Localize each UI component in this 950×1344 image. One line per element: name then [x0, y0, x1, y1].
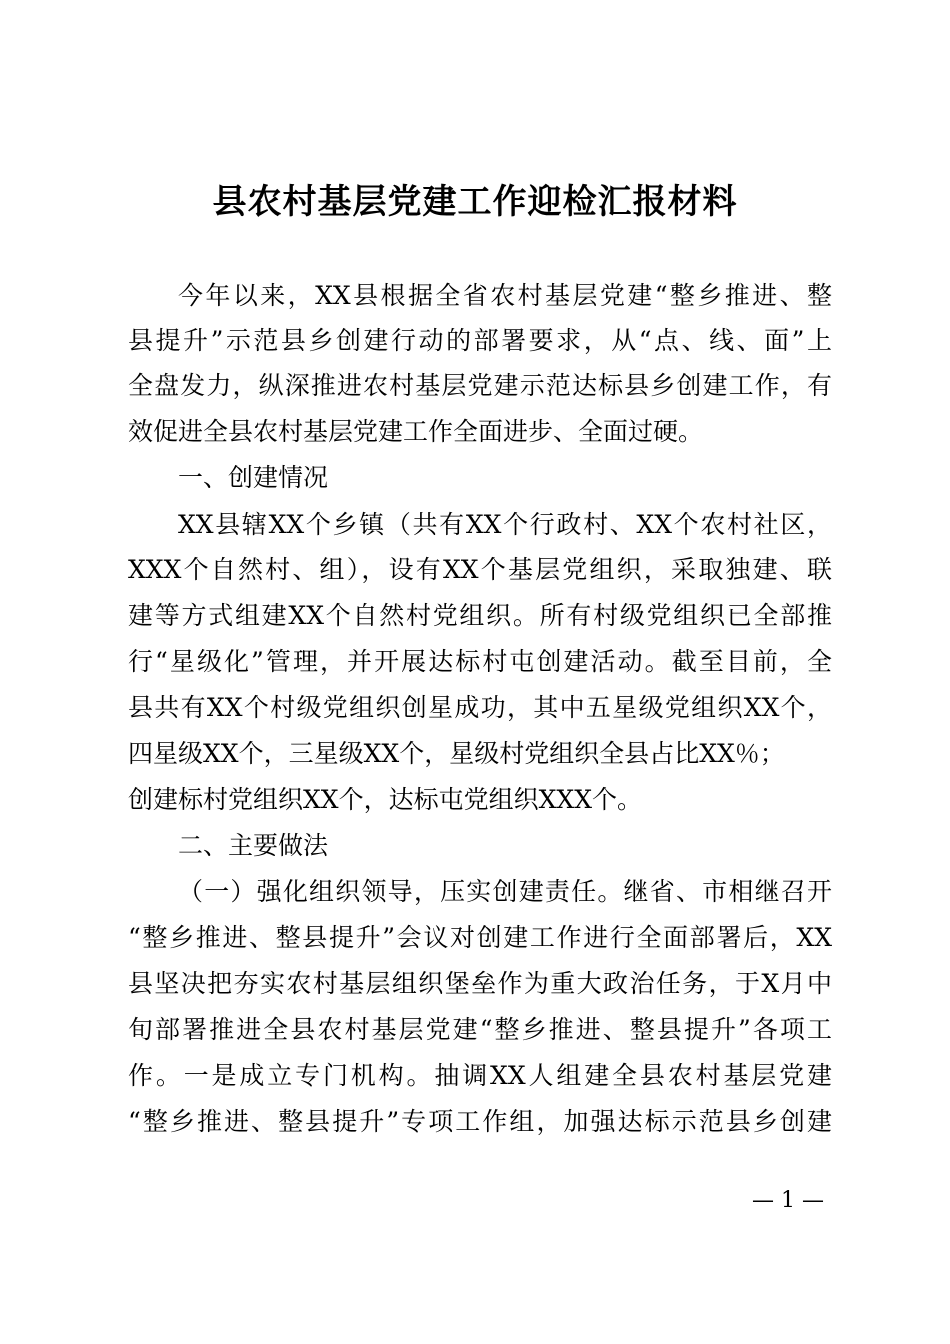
- section1-line-6: 四星级XX个，三星级XX个，星级村党组织全县占比XX％；: [128, 739, 785, 768]
- section2-line-3: 县坚决把夯实农村基层组织堡垒作为重大政治任务，于X月中: [128, 969, 832, 998]
- section1-line-2: XXX个自然村、组），设有XX个基层党组织，采取独建、联: [128, 555, 832, 584]
- section2-heading: 二、主要做法: [178, 831, 329, 860]
- section1-line-5: 县共有XX个村级党组织创星成功，其中五星级党组织XX个，: [128, 693, 832, 722]
- page-number: — 1 —: [752, 1188, 824, 1213]
- section2-line-2: “整乡推进、整县提升”会议对创建工作进行全面部署后，XX: [128, 923, 832, 952]
- section1-heading: 一、创建情况: [178, 463, 329, 492]
- section2-line-4: 旬部署推进全县农村基层党建“整乡推进、整县提升”各项工: [128, 1015, 832, 1044]
- section2-line-1: （一）强化组织领导，压实创建责任。继省、市相继召开: [178, 877, 832, 906]
- intro-line-4: 效促进全县农村基层党建工作全面进步、全面过硬。: [128, 417, 704, 446]
- section1-line-1: XX县辖XX个乡镇（共有XX个行政村、XX个农村社区，: [178, 510, 832, 539]
- section1-line-3: 建等方式组建XX个自然村党组织。所有村级党组织已全部推: [128, 601, 832, 630]
- intro-line-2: 县提升”示范县乡创建行动的部署要求，从“点、线、面”上: [128, 326, 832, 355]
- section1-line-7: 创建标村党组织XX个，达标屯党组织XXX个。: [128, 785, 642, 814]
- intro-line-3: 全盘发力，纵深推进农村基层党建示范达标县乡创建工作，有: [128, 371, 832, 400]
- section1-line-4: 行“星级化”管理，并开展达标村屯创建活动。截至目前，全: [128, 647, 832, 676]
- document-title: 县农村基层党建工作迎检汇报材料: [212, 182, 738, 222]
- section2-line-5: 作。一是成立专门机构。抽调XX人组建全县农村基层党建: [128, 1061, 832, 1090]
- intro-line-1: 今年以来，XX县根据全省农村基层党建“整乡推进、整: [178, 281, 832, 310]
- section2-line-6: “整乡推进、整县提升”专项工作组，加强达标示范县乡创建: [128, 1107, 832, 1136]
